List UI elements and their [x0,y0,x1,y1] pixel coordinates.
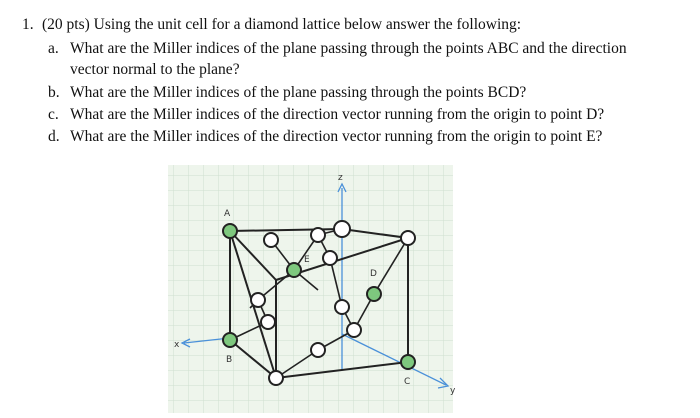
question-heading [22,15,521,35]
atom [347,323,361,337]
atom-C [401,355,415,369]
question-number: 1. [22,16,34,33]
atom [311,343,325,357]
part-text-line: What are the Miller indices of the direction vector running from the origin to point E? [70,128,603,145]
y-axis-label: y [450,386,456,396]
atom [401,231,415,245]
atom [311,228,325,242]
atom [264,233,278,247]
point-label-A: A [224,209,231,219]
atom-D [367,287,381,301]
atom-A [223,224,237,238]
atom [269,371,283,385]
atom [261,315,275,329]
atom [335,300,349,314]
z-axis-label: z [338,173,343,183]
atom-B [223,333,237,347]
x-axis-label: x [174,340,180,350]
atom [251,293,265,307]
part-label: c. [48,106,59,123]
part-text-line: What are the Miller indices of the direction vector running from the origin to point D? [70,106,605,123]
point-label-C: C [404,377,411,387]
atom [323,251,337,265]
part-label: b. [48,84,60,101]
part-label: d. [48,128,60,145]
point-label-B: B [226,355,233,365]
part-text-line: What are the Miller indices of the plane passing through the points BCD? [70,84,527,101]
question-text: (20 pts) Using the unit cell for a diamond lattice below answer the following: [42,16,522,33]
diamond-unit-cell-figure [158,160,458,415]
grid-paper [168,165,453,413]
point-label-D: D [370,269,377,279]
unit-cell-drawing [158,160,458,415]
part-label: a. [48,40,59,57]
atom [334,221,350,237]
part-text-line: What are the Miller indices of the plane passing through the points ABC and the direction [70,40,627,57]
point-label-E: E [304,255,310,265]
part-text-line: vector normal to the plane? [70,61,240,78]
atom-E [287,263,301,277]
